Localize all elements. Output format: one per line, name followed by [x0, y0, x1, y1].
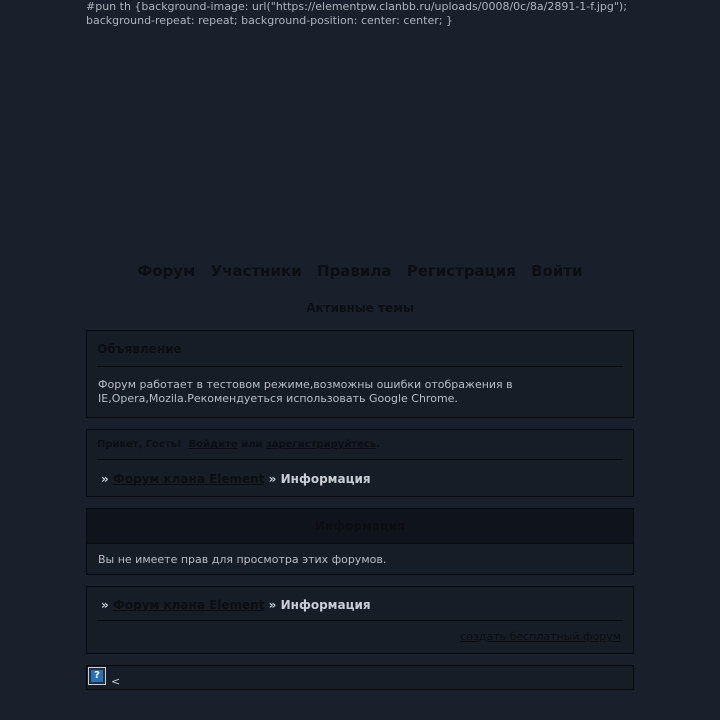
nav-members[interactable]: Участники: [210, 262, 302, 280]
info-message: Вы не имеете прав для просмотра этих форумов.: [98, 553, 387, 566]
css-leak-text: #pun th {background-image: url("https://elementpw.clanbb.ru/uploads/0008/0c/8a/2891-1-f.jpg"); background-repeat: repeat; background-position: center: center; }: [86, 0, 627, 27]
welcome-box: [86, 429, 634, 497]
divider: [97, 620, 623, 621]
announcement-title: Объявление: [97, 342, 182, 356]
breadcrumb-sep: »: [268, 472, 277, 486]
nav-forum[interactable]: Форум: [137, 262, 196, 280]
period: .: [376, 439, 380, 450]
breadcrumb-forum-link[interactable]: Форум клана Element: [112, 598, 265, 612]
help-icon[interactable]: [88, 667, 106, 685]
greeting: Привет, Гость!: [97, 439, 182, 450]
info-title: Информация: [87, 509, 633, 544]
active-topics-link[interactable]: Активные темы: [306, 301, 414, 315]
login-link[interactable]: Войдите: [188, 439, 238, 450]
breadcrumb-forum-link[interactable]: Форум клана Element: [112, 472, 265, 486]
breadcrumb: [101, 472, 371, 486]
breadcrumb-sep: »: [268, 598, 277, 612]
announcement-text: Форум работает в тестовом режиме,возможны ошибки отображения в IE,Opera,Mozila.Рекомендуеться использовать Google Chrome.: [98, 378, 513, 405]
nav-rules[interactable]: Правила: [316, 262, 392, 280]
info-box: [86, 508, 634, 575]
breadcrumb-bottom: [101, 598, 371, 612]
question-mark-icon: ?: [91, 670, 103, 682]
main-nav: [0, 262, 720, 280]
divider: [97, 459, 623, 460]
breadcrumb-sep: »: [101, 472, 109, 486]
create-forum-link[interactable]: создать бесплатный форум: [460, 630, 621, 643]
footer-box: [86, 586, 634, 654]
breadcrumb-current: Информация: [280, 472, 371, 486]
or-text: или: [241, 439, 263, 450]
bottom-bar: [86, 665, 634, 690]
nav-register[interactable]: Регистрация: [406, 262, 516, 280]
less-than-text: <: [111, 675, 121, 688]
breadcrumb-current: Информация: [280, 598, 371, 612]
register-link[interactable]: зарегистрируйтесь: [266, 439, 377, 450]
breadcrumb-sep: »: [101, 598, 109, 612]
nav-login[interactable]: Войти: [531, 262, 583, 280]
announcement-box: [86, 330, 634, 418]
welcome-line: [97, 439, 380, 450]
divider: [97, 366, 623, 367]
